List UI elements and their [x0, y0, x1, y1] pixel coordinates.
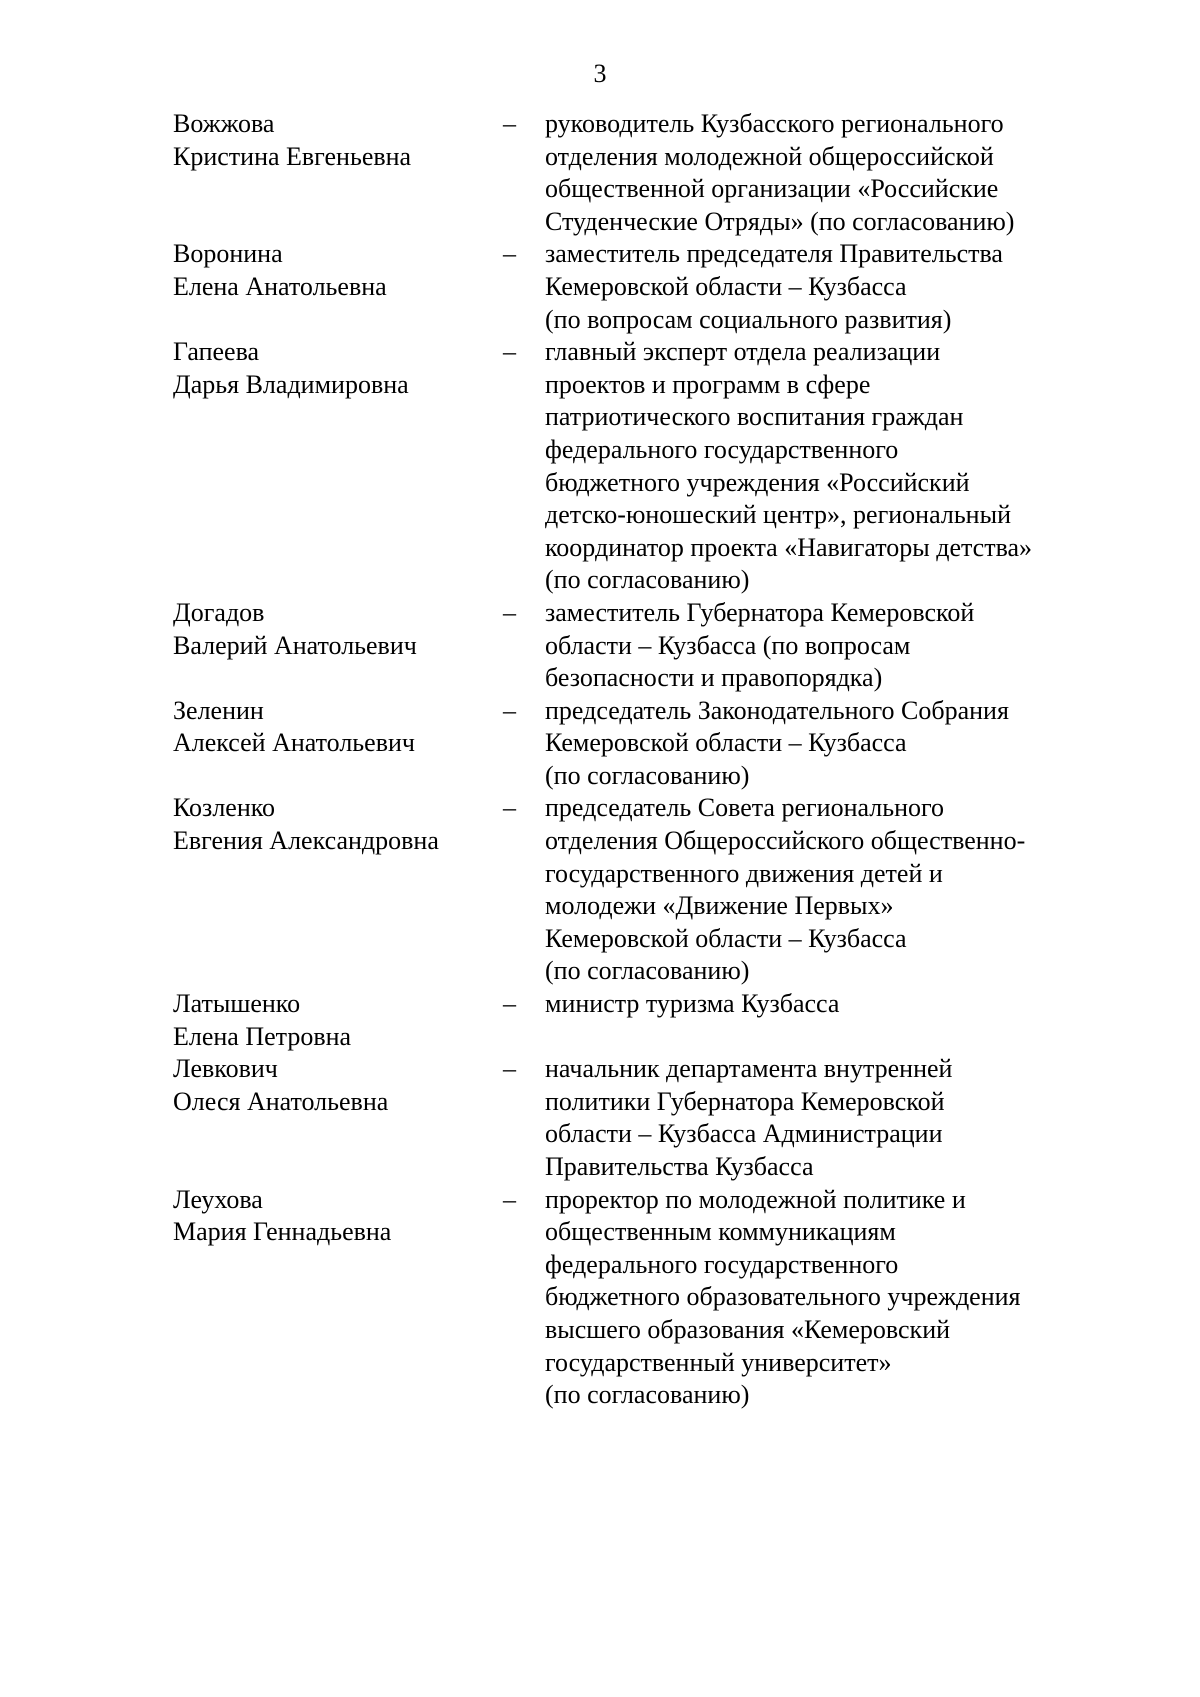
- separator-dash: –: [503, 695, 516, 725]
- member-name-line: Алексей Анатольевич: [173, 728, 415, 758]
- member-position-line: молодежи «Движение Первых»: [545, 891, 894, 921]
- member-position-line: области – Кузбасса (по вопросам: [545, 630, 911, 660]
- member-position-line: Правительства Кузбасса: [545, 1152, 814, 1181]
- member-entry: [173, 792, 1093, 988]
- member-position-line: бюджетного учреждения «Российский: [545, 467, 970, 497]
- member-position-line: начальник департамента внутренней: [545, 1054, 953, 1084]
- member-name: [173, 597, 503, 695]
- member-name: [173, 1053, 503, 1183]
- member-position: [545, 108, 1075, 238]
- separator-column: [503, 238, 545, 336]
- member-position-line: проектов и программ в сфере: [545, 369, 871, 399]
- member-entry: [173, 238, 1093, 336]
- separator-dash: –: [503, 109, 516, 138]
- separator-dash: –: [503, 793, 516, 823]
- member-position-line: области – Кузбасса Администрации: [545, 1119, 943, 1149]
- member-position: [545, 238, 1075, 336]
- separator-column: [503, 336, 545, 597]
- member-position: [545, 1184, 1075, 1412]
- separator-column: [503, 597, 545, 695]
- member-name: [173, 1184, 503, 1412]
- member-entry: [173, 1184, 1093, 1412]
- member-position-line: высшего образования «Кемеровский: [545, 1314, 951, 1344]
- member-name: [173, 336, 503, 597]
- member-list: [173, 108, 1093, 1412]
- separator-dash: –: [503, 1184, 516, 1214]
- member-entry: [173, 597, 1093, 695]
- member-name-line: Догадов: [173, 597, 265, 627]
- member-position-line: федерального государственного: [545, 434, 899, 464]
- member-position: [545, 1053, 1075, 1183]
- member-position-line: бюджетного образовательного учреждения: [545, 1282, 1021, 1312]
- member-position-line: государственного движения детей и: [545, 858, 943, 888]
- member-name: [173, 988, 503, 1053]
- member-position-line: безопасности и правопорядка): [545, 663, 883, 693]
- member-position: [545, 597, 1075, 695]
- separator-dash: –: [503, 989, 516, 1019]
- member-position-line: политики Губернатора Кемеровской: [545, 1086, 945, 1116]
- separator-column: [503, 1053, 545, 1183]
- page-number: 3: [593, 59, 607, 88]
- member-name-line: Елена Анатольевна: [173, 271, 387, 301]
- member-position-line: (по согласованию): [545, 956, 750, 986]
- member-position-line: министр туризма Кузбасса: [545, 989, 840, 1019]
- member-entry: [173, 695, 1093, 793]
- member-position-line: (по согласованию): [545, 1380, 750, 1410]
- member-position: [545, 695, 1075, 793]
- member-position-line: главный эксперт отдела реализации: [545, 337, 941, 367]
- member-name-line: Олеся Анатольевна: [173, 1086, 389, 1116]
- member-position: [545, 336, 1075, 597]
- separator-column: [503, 695, 545, 793]
- member-position-line: заместитель Губернатора Кемеровской: [545, 597, 975, 627]
- separator-column: [503, 988, 545, 1053]
- member-position-line: отделения Общероссийского общественно-: [545, 826, 1026, 856]
- member-name-line: Елена Петровна: [173, 1021, 352, 1051]
- member-position-line: заместитель председателя Правительства: [545, 239, 1003, 269]
- member-position-line: Кемеровской области – Кузбасса: [545, 923, 907, 953]
- member-position-line: детско-юношеский центр», региональный: [545, 500, 1011, 530]
- separator-column: [503, 108, 545, 238]
- member-name-line: Вожжова: [173, 109, 275, 138]
- separator-dash: –: [503, 1054, 516, 1084]
- member-name-line: Латышенко: [173, 989, 301, 1019]
- member-name-line: Мария Геннадьевна: [173, 1217, 392, 1247]
- member-position-line: общественным коммуникациям: [545, 1217, 896, 1247]
- member-position: [545, 792, 1075, 988]
- separator-dash: –: [503, 239, 516, 269]
- member-name-line: Валерий Анатольевич: [173, 630, 417, 660]
- member-position-line: отделения молодежной общероссийской: [545, 141, 994, 171]
- separator-dash: –: [503, 337, 516, 367]
- member-position: [545, 988, 1075, 1053]
- member-name: [173, 695, 503, 793]
- member-name-line: Леухова: [173, 1184, 263, 1214]
- member-position-line: федерального государственного: [545, 1249, 899, 1279]
- member-position-line: общественной организации «Российские: [545, 174, 999, 204]
- member-position-line: Студенческие Отряды» (по согласованию): [545, 206, 1015, 236]
- member-position-line: Кемеровской области – Кузбасса: [545, 728, 907, 758]
- member-name-line: Гапеева: [173, 337, 260, 367]
- member-name: [173, 238, 503, 336]
- member-position-line: координатор проекта «Навигаторы детства»: [545, 532, 1033, 562]
- member-name-line: Воронина: [173, 239, 283, 269]
- member-position-line: (по согласованию): [545, 565, 750, 595]
- member-position-line: патриотического воспитания граждан: [545, 402, 964, 432]
- member-name-line: Дарья Владимировна: [173, 369, 409, 399]
- member-name-line: Левкович: [173, 1054, 278, 1084]
- member-entry: [173, 988, 1093, 1053]
- member-entry: [173, 1053, 1093, 1183]
- member-position-line: руководитель Кузбасского регионального: [545, 109, 1004, 138]
- member-position-line: Кемеровской области – Кузбасса: [545, 271, 907, 301]
- member-name-line: Зеленин: [173, 695, 264, 725]
- member-position-line: (по согласованию): [545, 760, 750, 790]
- member-name-line: Евгения Александровна: [173, 826, 439, 856]
- separator-dash: –: [503, 597, 516, 627]
- member-name-line: Козленко: [173, 793, 276, 823]
- member-position-line: проректор по молодежной политике и: [545, 1184, 966, 1214]
- member-name-line: Кристина Евгеньевна: [173, 141, 412, 171]
- member-entry: [173, 108, 1093, 238]
- member-position-line: председатель Законодательного Собрания: [545, 695, 1009, 725]
- separator-column: [503, 792, 545, 988]
- member-position-line: государственный университет»: [545, 1347, 892, 1377]
- member-name: [173, 792, 503, 988]
- member-name: [173, 108, 503, 238]
- member-position-line: (по вопросам социального развития): [545, 304, 952, 334]
- separator-column: [503, 1184, 545, 1412]
- member-position-line: председатель Совета регионального: [545, 793, 945, 823]
- member-entry: [173, 336, 1093, 597]
